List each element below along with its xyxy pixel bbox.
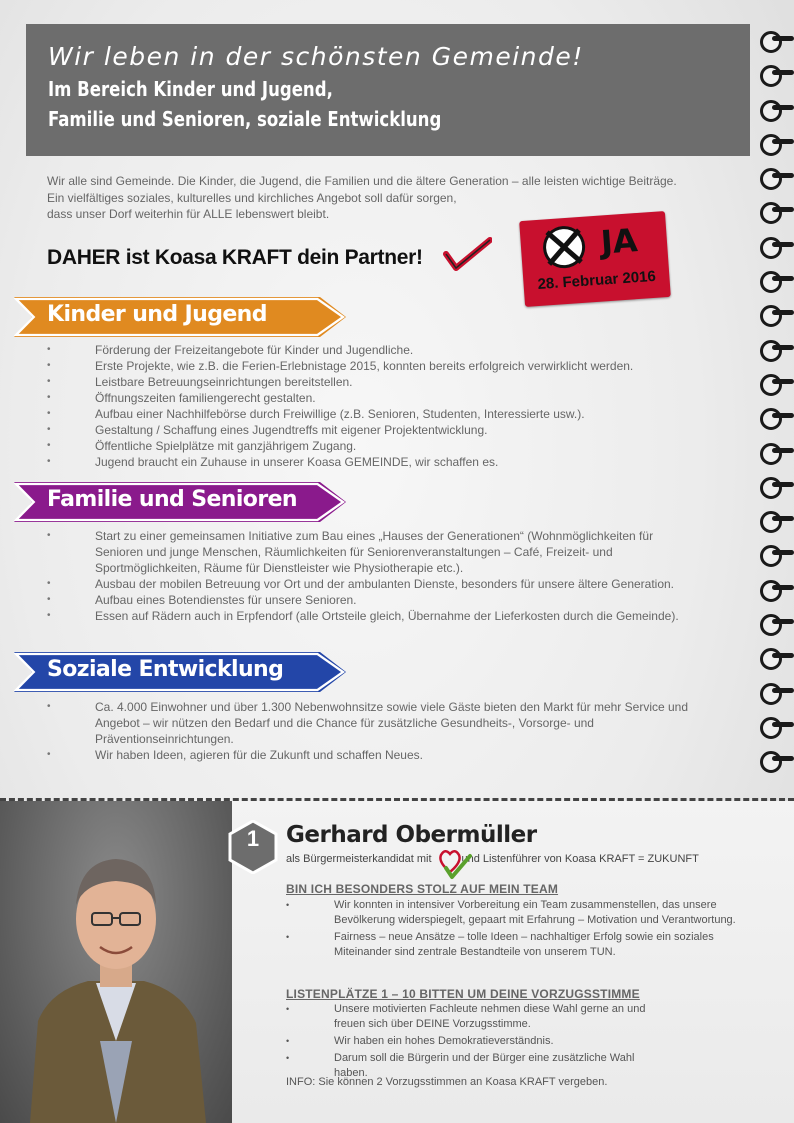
candidate-name: Gerhard Obermüller [286,822,537,848]
binder-ring-icon [760,474,794,508]
banner-subtitle-line1: Im Bereich Kinder und Jugend, [48,77,333,101]
binder-ring-icon [760,234,794,268]
list-places-heading: LISTENPLÄTZE 1 – 10 BITTEN UM DEINE VORZUGSSTIMME [286,987,640,1001]
banner-script-title: Wir leben in der schönsten Gemeinde! [48,42,584,71]
section-header-soziale [14,652,348,692]
header-banner [26,24,750,156]
stamp-ja-label: JA [599,221,639,262]
section-title-kinder: Kinder und Jugend [47,302,267,327]
list-item: • Ausbau der mobilen Betreuung vor Ort und der ambulanten Dienste, besonders für unsere ältere Generation. [47,576,697,592]
list-item: • Essen auf Rädern auch in Erpfendorf (alle Ortsteile gleich, Übernahme der Lieferkosten durch die Gemeinde). [47,608,697,624]
candidate-subtitle [286,853,699,865]
section-title-soziale: Soziale Entwicklung [47,657,284,682]
binder-ring-icon [760,680,794,714]
binder-ring-icon [760,371,794,405]
stamp-date: 28. Februar 2016 [537,267,657,294]
intro-line: Wir alle sind Gemeinde. Die Kinder, die Jugend, die Familien und die ältere Generation – alle leisten wichtige Beiträge. [47,174,677,188]
list-item: • Unsere motivierten Fachleute nehmen diese Wahl gerne an und freuen sich über DEINE Vorzugsstimme. [286,1002,646,1032]
list-item: • Fairness – neue Ansätze – tolle Ideen – nachhaltiger Erfolg sowie ein soziales Miteinander sind zentrale Bestandteile von unserem TUN. [286,930,736,960]
binder-ring-icon [760,337,794,371]
binder-ring-icon [760,508,794,542]
partner-headline: DAHER ist Koasa KRAFT dein Partner! [47,246,423,269]
intro-line: dass unser Dorf weiterhin für ALLE lebenswert bleibt. [47,207,330,221]
binder-rings [760,28,794,783]
list-item: • Ca. 4.000 Einwohner und über 1.300 Nebenwohnsitze sowie viele Gäste bieten den Markt für mehr Service und Angebot – wir nützen den Bedarf und die Chance für zusätzliche Gesundheits-, Vorsorge- und Präventionseinrichtungen. [47,699,697,747]
binder-ring-icon [760,199,794,233]
candidate-subtitle-b: und Listenführer von Koasa KRAFT = ZUKUNFT [461,853,699,865]
binder-ring-icon [760,714,794,748]
binder-ring-icon [760,405,794,439]
section-title-familie: Familie und Senioren [47,487,297,512]
ballot-circle-icon [542,225,587,270]
list-item: • Jugend braucht ein Zuhause in unserer Koasa GEMEINDE, wir schaffen es. [47,454,633,470]
list-item: • Öffentliche Spielplätze mit ganzjährigem Zugang. [47,438,633,454]
binder-ring-icon [760,268,794,302]
list-item: • Start zu einer gemeinsamen Initiative zum Bau eines „Hauses der Generationen“ (Wohnmöglichkeiten für Senioren und junge Menschen, Räumlichkeiten für Seniorenveranstaltungen – Café, Freizeit- und Sportmöglichkeiten, Räume für Dienstleister wie Physiotherapie etc.). [47,528,697,576]
list-item: • Aufbau einer Nachhilfebörse durch Freiwillige (z.B. Senioren, Studenten, Interessierte usw.). [47,406,633,422]
team-heading: BIN ICH BESONDERS STOLZ AUF MEIN TEAM [286,882,559,896]
intro-line: Ein vielfältiges soziales, kulturelles und kirchliches Angebot soll dafür sorgen, [47,190,457,205]
info-note: INFO: Sie können 2 Vorzugsstimmen an Koasa KRAFT vergeben. [286,1076,608,1088]
binder-ring-icon [760,97,794,131]
candidate-portrait-icon [0,801,232,1123]
binder-ring-icon [760,131,794,165]
list-item: • Gestaltung / Schaffung eines Jugendtreffs mit eigener Projektentwicklung. [47,422,633,438]
list-item: • Wir haben ein hohes Demokratieverständnis. [286,1034,646,1049]
list-item: • Öffnungszeiten familiengerecht gestalten. [47,390,633,406]
list-item: • Wir konnten in intensiver Vorbereitung ein Team zusammenstellen, das unsere Bevölkerung widerspiegelt, gepaart mit Erfahrung – Motivation und Verantwortung. [286,898,736,928]
list-item: • Leistbare Betreuungseinrichtungen bereitstellen. [47,374,633,390]
list-item: • Aufbau eines Botendienstes für unsere Senioren. [47,592,697,608]
list-places-list [286,1002,646,1083]
list-item: • Erste Projekte, wie z.B. die Ferien-Erlebnistage 2015, konnten bereits erfolgreich verwirklicht werden. [47,358,633,374]
binder-ring-icon [760,302,794,336]
candidate-photo [0,801,232,1123]
binder-ring-icon [760,611,794,645]
candidate-subtitle-a: als Bürgermeisterkandidat mit [286,853,432,865]
binder-ring-icon [760,542,794,576]
heart-check-icon [438,848,472,880]
binder-ring-icon [760,165,794,199]
list-familie [47,528,697,624]
banner-subtitle-line2: Familie und Senioren, soziale Entwicklung [48,107,442,131]
list-item: • Darum soll die Bürgerin und der Bürger eine zusätzliche Wahl haben. [286,1051,646,1081]
binder-ring-icon [760,577,794,611]
ja-vote-stamp [519,211,671,307]
binder-ring-icon [760,28,794,62]
binder-ring-icon [760,748,794,782]
section-header-kinder [14,297,348,337]
list-item: • Förderung der Freizeitangebote für Kinder und Jugendliche. [47,342,633,358]
list-item: • Wir haben Ideen, agieren für die Zukunft und schaffen Neues. [47,747,697,763]
list-soziale [47,699,697,763]
section-header-familie [14,482,348,522]
candidate-number: 1 [246,826,260,851]
binder-ring-icon [760,645,794,679]
binder-ring-icon [760,62,794,96]
red-checkmark-icon [442,236,492,272]
list-kinder [47,342,633,470]
team-list [286,898,736,962]
binder-ring-icon [760,440,794,474]
